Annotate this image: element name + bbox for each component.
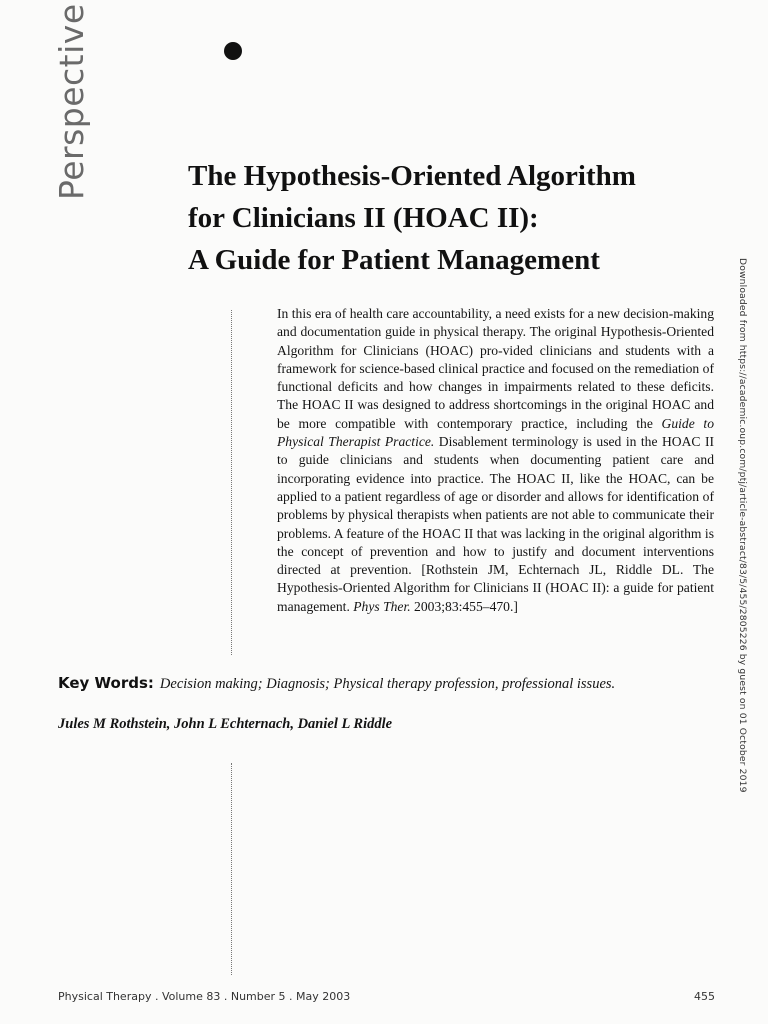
keywords-text: Decision making; Diagnosis; Physical therapy profession, professional issues.: [159, 676, 616, 692]
title-line-2: for Clinicians II (HOAC II):: [188, 202, 539, 234]
abstract-text-1: In this era of health care accountability, a need exists for a new decision-making and documentation guide in physical therapy. The original Hypothesis-Oriented Algorithm for Clinicians (HOAC) pro-vided clinicians and students with a framework for science-based clinical practice and focused on the remediation of functional deficits and how changes in impairments related to these deficits. The HOAC II was designed to address shortcomings in the original HOAC and be more compatible with contemporary practice, including the: [277, 306, 714, 431]
title-line-1: The Hypothesis-Oriented Algorithm: [188, 160, 636, 192]
author-list: Jules M Rothstein, John L Echternach, Daniel L Riddle: [58, 716, 393, 732]
abstract-text-2: Disablement terminology is used in the HOAC II to guide clinicians and students when documenting patient care and incorporating evidence into practice. The HOAC II, like the HOAC, can be applied to a patient regardless of age or disorder and allows for identification of problems by physical therapists when patients are not able to communicate their problems. A feature of the HOAC II that was lacking in the original algorithm is the concept of prevention and how to justify and document interventions directed at prevention. [Rothstein JM, Echternach JL, Riddle DL. The Hypothesis-Oriented Algorithm for Clinicians II (HOAC II): a guide for patient management.: [277, 434, 714, 614]
keywords-label: Key Words:: [58, 674, 154, 692]
page-number: 455: [694, 990, 715, 1003]
abstract: [277, 305, 714, 616]
keywords: [58, 674, 698, 693]
margin-dotted-rule-lower: [231, 763, 232, 975]
footer-citation: Physical Therapy . Volume 83 . Number 5 . May 2003: [58, 990, 351, 1003]
abstract-text-3: 2003;83:455–470.]: [410, 598, 518, 614]
bullet-mark: [224, 42, 242, 60]
margin-dotted-rule: [231, 310, 232, 655]
download-notice: Downloaded from https://academic.oup.com/ptj/article-abstract/83/5/455/2805226 by guest on 01 October 2019: [737, 258, 748, 793]
abstract-guide-title: Guide to Physical Therapist Practice.: [277, 415, 714, 450]
title-line-3: A Guide for Patient Management: [188, 244, 600, 276]
article-title: [188, 155, 718, 281]
section-label: Perspective: [52, 3, 91, 200]
abstract-journal-abbrev: Phys Ther.: [353, 598, 411, 614]
